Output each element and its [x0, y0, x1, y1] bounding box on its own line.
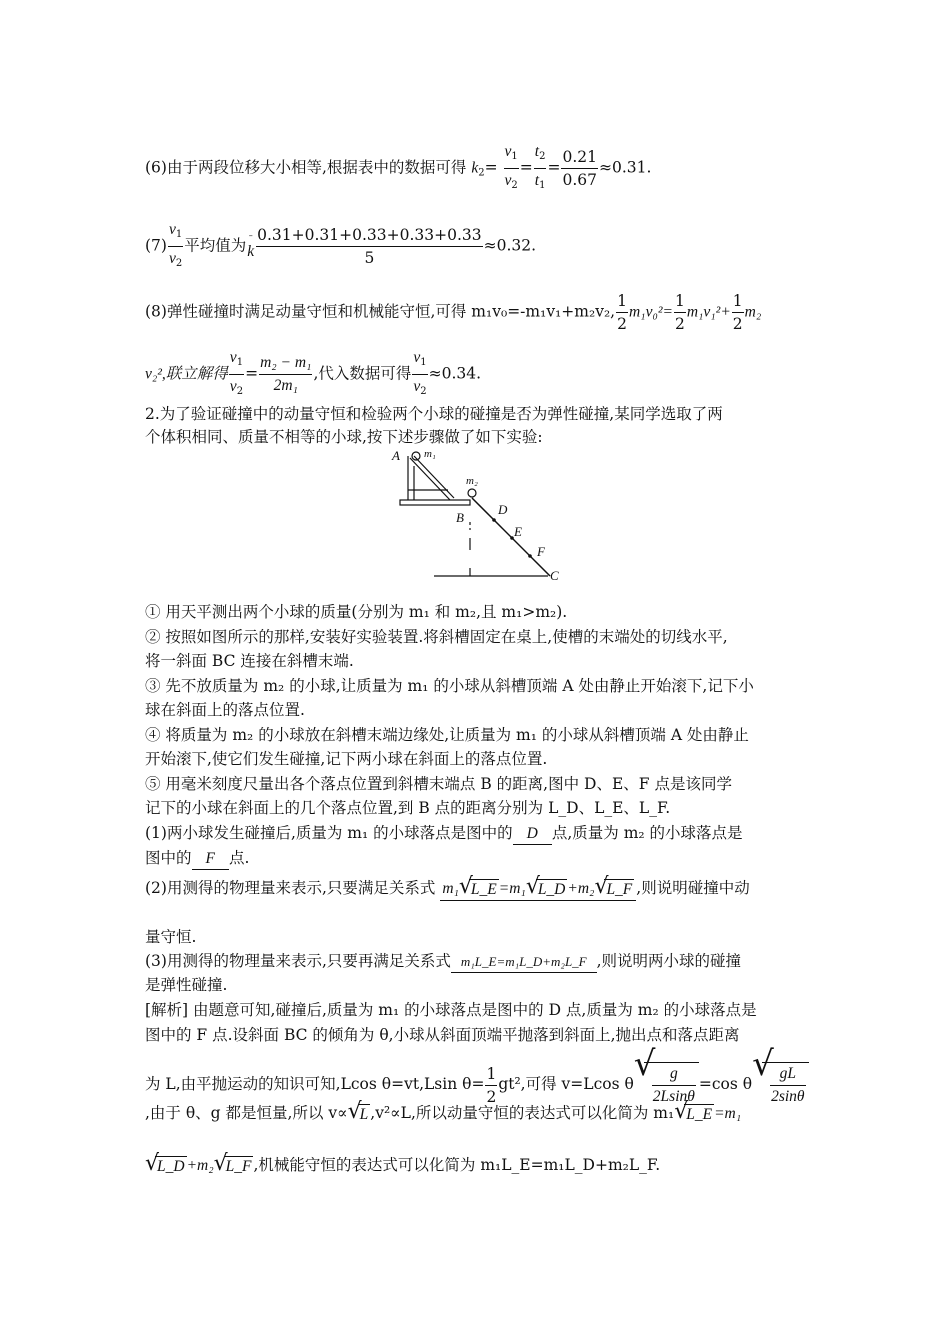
v1: v — [413, 349, 421, 366]
ld: L_D — [537, 880, 566, 898]
answer-1-blank-2: F — [192, 849, 229, 870]
explanation-3-prefix: 为 L,由平抛运动的知识可知,Lcos θ=vt,Lsin θ= — [145, 1075, 485, 1093]
sqrt-g-over: √ $\frac{g}{2Lsin\theta}$ — [634, 1062, 699, 1108]
answer-1-prefix: (1)两小球发生碰撞后,质量为 m₁ 的小球落点是图中的 — [145, 824, 513, 842]
answer-3-blank: m₁L_E=m₁L_D+m₂L_F — [451, 952, 597, 973]
item7-line — [145, 218, 536, 275]
energy-c: m₂ — [744, 303, 762, 321]
eq-sign: = — [484, 158, 498, 177]
v2: v — [413, 378, 421, 395]
v1-over-v2 — [412, 346, 427, 403]
v2: v — [504, 172, 512, 189]
v1-over-v2 — [504, 140, 519, 197]
half — [485, 1063, 497, 1108]
answer-3-end: ,则说明两小球的碰撞 — [596, 952, 742, 970]
explanation-3 — [145, 1044, 809, 1108]
g: g — [652, 1063, 696, 1086]
item7-result: ≈0.32. — [483, 236, 537, 255]
k-bar-symbol: k — [247, 243, 255, 260]
apparatus-diagram — [390, 446, 570, 582]
explanation-4-prefix: ,由于 θ、g 都是恒量,所以 v∝ — [145, 1104, 348, 1122]
k2-sub: 2 — [478, 167, 485, 179]
explanation-4-end: =m₁ — [714, 1105, 742, 1122]
t2: t — [534, 143, 540, 160]
q2-intro-2: 个体积相同、质量不相等的小球,按下述步骤做了如下实验: — [145, 428, 543, 446]
half-3 — [732, 290, 744, 335]
den-2: 2sinθ — [771, 1088, 805, 1105]
half-den: 2 — [674, 315, 685, 333]
sqrt-l: √ L — [347, 1098, 369, 1124]
mass-den: 2m₁ — [273, 377, 298, 394]
v2-sub: 2 — [511, 180, 518, 191]
fraction-num: 0.21 — [561, 146, 598, 169]
sqrt-lf-2: √ L_F — [213, 1150, 252, 1176]
average-den: 5 — [364, 249, 375, 267]
step-2b: 将一斜面 BC 连接在斜槽末端. — [145, 652, 354, 670]
gl: gL — [770, 1063, 805, 1086]
equals-m1: =m₁ — [498, 880, 526, 897]
half-den: 2 — [732, 315, 743, 333]
v1: v — [229, 349, 237, 366]
item8-mid: ,代入数据可得 — [313, 364, 412, 383]
item7-prefix: (7) — [145, 236, 167, 255]
item6-prefix: (6)由于两段位移大小相等,根据表中的数据可得 — [145, 158, 472, 177]
step-2a: ② 按照如图所示的那样,安装好实验装置.将斜槽固定在桌上,使槽的末端处的切线水平, — [145, 628, 728, 646]
answer-2-prefix: (2)用测得的物理量来表示,只要满足关系式 — [145, 879, 436, 897]
half-num: 1 — [485, 1063, 497, 1086]
ball-m2 — [468, 489, 476, 497]
item7-mid: 平均值为 — [184, 236, 247, 255]
answer-1-blank-1: D — [513, 824, 552, 845]
explanation-5-plus: +m₂ — [186, 1157, 214, 1174]
v1-sub: 1 — [420, 357, 427, 368]
answer-3-cont: 是弹性碰撞. — [145, 976, 228, 994]
label-m1: m₁ — [424, 448, 436, 460]
t2-over-t1 — [534, 140, 547, 197]
label-c: C — [550, 568, 559, 582]
lf: L_F — [225, 1157, 252, 1175]
q2-intro-1: 2.为了验证碰撞中的动量守恒和检验两个小球的碰撞是否为弹性碰撞,某同学选取了两 — [145, 405, 723, 423]
v1-sub: 1 — [175, 229, 183, 240]
explanation-3-mid: gt²,可得 v=Lcos θ — [498, 1075, 634, 1093]
k2-symbol: k — [471, 159, 479, 177]
sqrt-ld: √ L_D — [525, 873, 566, 899]
explanation-1: [解析] 由题意可知,碰撞后,质量为 m₁ 的小球落点是图中的 D 点,质量为 m₂ 的小球落点是 — [145, 1001, 757, 1019]
item8-line1 — [145, 290, 761, 335]
item8-line2-start: v₂²,联立解得 — [145, 365, 228, 383]
numeric-fraction — [561, 146, 598, 191]
v2-sub: 2 — [236, 386, 244, 397]
step-4b: 开始滚下,使它们发生碰撞,记下两小球在斜面上的落点位置. — [145, 750, 548, 768]
explanation-5 — [145, 1150, 661, 1177]
mass-num: m₂ − m₁ — [259, 352, 312, 375]
v1: v — [504, 143, 512, 160]
answer-2-blank — [440, 873, 636, 901]
v2: v — [229, 378, 237, 395]
step-4a: ④ 将质量为 m₂ 的小球放在斜槽末端边缘处,让质量为 m₁ 的小球从斜槽顶端 A 处由静止 — [145, 726, 749, 744]
sqrt-gl-over: √ $\frac{gL}{2\sin\theta}$ — [752, 1062, 808, 1108]
energy-b: m₁v₁²+ — [686, 303, 731, 321]
explanation-3-eq: =cos θ — [698, 1075, 753, 1093]
point-d — [492, 518, 496, 522]
ld: L_D — [157, 1157, 185, 1175]
half-2 — [674, 290, 686, 335]
half-den: 2 — [617, 315, 627, 333]
answer-1-prefix-2: 图中的 — [145, 849, 192, 867]
answer-1-end: 点. — [228, 849, 250, 867]
v1-sub: 1 — [511, 151, 518, 162]
table-top — [400, 500, 470, 505]
answer-2-end: ,则说明碰撞中动 — [636, 879, 750, 897]
le: L_E — [686, 1105, 713, 1123]
item6-result: ≈0.31. — [598, 158, 652, 177]
half-den: 2 — [486, 1087, 497, 1106]
v2-sub: 2 — [175, 258, 183, 269]
fraction-den: 0.67 — [562, 171, 597, 189]
label-f: F — [537, 544, 545, 559]
answer-3-prefix: (3)用测得的物理量来表示,只要再满足关系式 — [145, 952, 451, 970]
half-num: 1 — [732, 290, 744, 313]
item8-text: (8)弹性碰撞时满足动量守恒和机械能守恒,可得 m₁v₀=-m₁v₁+m₂v₂, — [145, 302, 616, 321]
t1: t — [534, 172, 540, 189]
v1-sub: 1 — [236, 357, 244, 368]
mass-fraction — [259, 352, 312, 397]
m1: m₁ — [442, 880, 459, 897]
apparatus-figure — [390, 446, 570, 586]
label-a: A — [392, 448, 400, 463]
half-num: 1 — [674, 290, 686, 313]
l: L — [359, 1105, 369, 1123]
half-num: 1 — [616, 290, 628, 313]
explanation-2: 图中的 F 点.设斜面 BC 的倾角为 θ,小球从斜面顶端平抛落到斜面上,抛出点和落点距离 — [145, 1026, 740, 1044]
step-5b: 记下的小球在斜面上的几个落点位置,到 B 点的距离分别为 L_D、L_E、L_F. — [145, 799, 671, 817]
t2-sub: 2 — [539, 151, 546, 162]
answer-2-line — [145, 873, 750, 901]
energy-a: m₁v₀²= — [628, 303, 673, 321]
step-1: ① 用天平测出两个小球的质量(分别为 m₁ 和 m₂,且 m₁>m₂). — [145, 603, 568, 621]
le: L_E — [470, 880, 497, 898]
v2-sub: 2 — [420, 386, 427, 397]
v2: v — [168, 250, 176, 267]
label-b: B — [456, 510, 464, 525]
chute-line-1 — [410, 458, 450, 500]
chute-line-2 — [414, 456, 454, 498]
sqrt-le-2: √ L_E — [674, 1098, 713, 1124]
point-f — [528, 554, 532, 558]
v1: v — [168, 221, 176, 238]
step-3a: ③ 先不放质量为 m₂ 的小球,让质量为 m₁ 的小球从斜槽顶端 A 处由静止开始滚下,记下小 — [145, 677, 754, 695]
average-fraction — [256, 224, 483, 269]
item6-line: (6)由于两段位移大小相等,根据表中的数据可得 $k_2=$ $\frac{v_1}{v_2}$ = $\frac{t_2}{t_1}$ = $\frac{0.21}{0.67}$ ≈0.31. — [145, 140, 651, 197]
label-m2: m₂ — [466, 475, 478, 487]
explanation-5-end: ,机械能守恒的表达式可以化简为 m₁L_E=m₁L_D+m₂L_F. — [253, 1156, 661, 1174]
lf: L_F — [606, 880, 633, 898]
item8-result: ≈0.34. — [428, 364, 482, 383]
sqrt-ld-2: √ L_D — [145, 1150, 185, 1176]
sqrt-le: √ L_E — [458, 873, 497, 899]
label-d: D — [498, 502, 508, 517]
step-3b: 球在斜面上的落点位置. — [145, 701, 305, 719]
answer-1-line — [145, 823, 743, 845]
step-5a: ⑤ 用毫米刻度尺量出各个落点位置到斜槽末端点 B 的距离,图中 D、E、F 点是该同学 — [145, 775, 732, 793]
explanation-4 — [145, 1098, 742, 1125]
answer-3-line — [145, 951, 741, 973]
explanation-4-mid: ,v²∝L,所以动量守恒的表达式可以化简为 m₁ — [370, 1104, 675, 1122]
item8-line2: v₂²,联立解得 $\frac{v_1}{v_2}$ = $\frac{\text{m₂ − m₁}}{\text{2m₁}}$ ,代入数据可得 $\frac{v_1}{v_2}$ ≈0.34. — [145, 346, 481, 403]
answer-1-mid: 点,质量为 m₂ 的小球落点是 — [551, 824, 743, 842]
average-num: 0.31+0.31+0.33+0.33+0.33 — [256, 224, 483, 247]
v1-over-v2 — [168, 218, 183, 275]
half-1 — [616, 290, 628, 335]
den-1: 2Lsinθ — [652, 1088, 695, 1105]
v1-over-v2 — [229, 346, 244, 403]
plus-m2: +m₂ — [567, 880, 595, 897]
k-bar: – k — [247, 231, 255, 260]
sqrt-lf: √ L_F — [594, 873, 633, 899]
answer-1-line-2 — [145, 848, 249, 870]
answer-2-cont: 量守恒. — [145, 928, 197, 946]
t1-sub: 1 — [539, 180, 546, 191]
label-e: E — [514, 524, 522, 539]
